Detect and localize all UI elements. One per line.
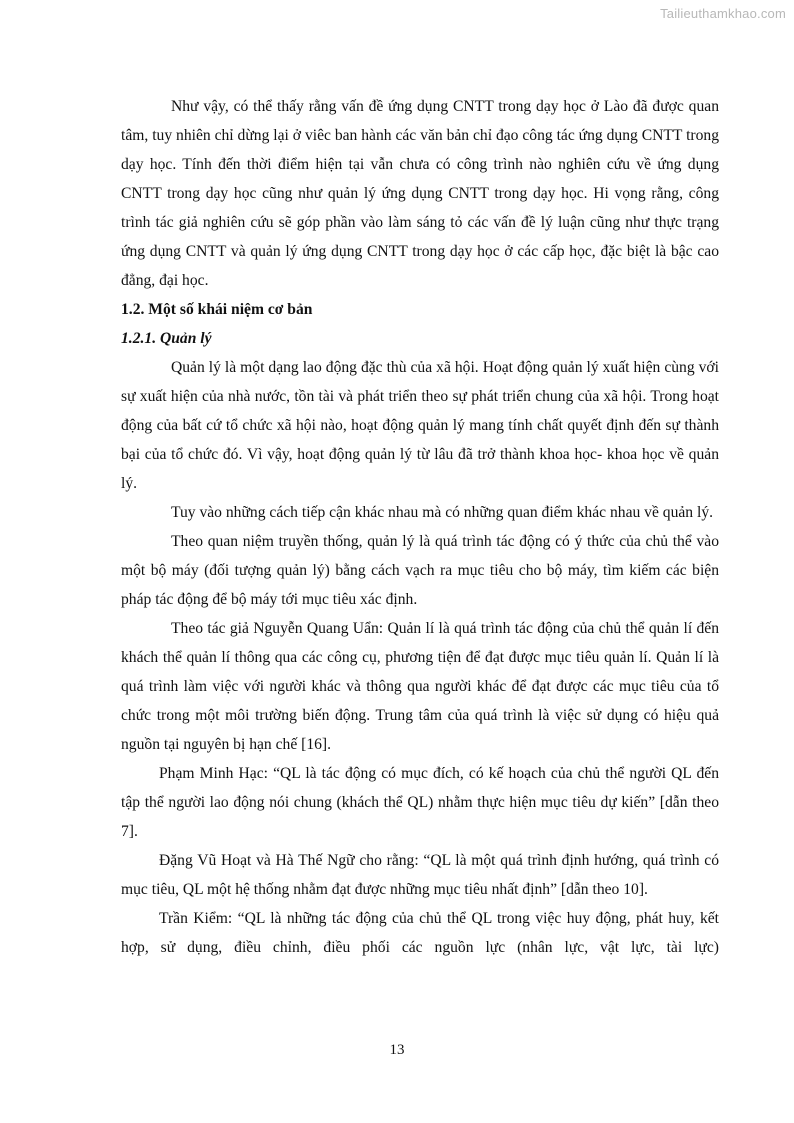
paragraph-approaches: Tuy vào những cách tiếp cận khác nhau mà có những quan điểm khác nhau về quản lý. [171,504,714,521]
page-number: 13 [389,1042,405,1058]
paragraph-nguyen-quang-uan: Theo tác giả Nguyễn Quang Uẩn: Quản lí là quá trình tác động của chủ thể quản lí đến khách thể quản lí thông qua các công cụ, phương tiện để đạt được mục tiêu quản lí. Quản lí là quá trình làm việc với người khác và thông qua người khác để đạt được các mục tiêu của tổ chức trong một môi trường biến động. Trung tâm của quá trình là việc sử dụng có hiệu quả nguồn tại nguyên bị hạn chế [16]. [121,620,719,753]
quote-dang-vu-hoat: Đặng Vũ Hoạt và Hà Thế Ngữ cho rằng: “QL là một quá trình định hướng, quá trình có mục tiêu, QL một hệ thống nhằm đạt được những mục tiêu nhất định” [dẫn theo 10]. [121,852,719,898]
quote-pham-minh-hac: Phạm Minh Hạc: “QL là tác động có mục đích, có kế hoạch của chủ thể người QL đến tập thể người lao động nói chung (khách thể QL) nhằm thực hiện mục tiêu dự kiến” [dẫn theo 7]. [121,765,719,840]
section-heading: 1.2. Một số khái niệm cơ bản [121,301,313,318]
paragraph-intro: Như vậy, có thể thấy rằng vấn đề ứng dụng CNTT trong dạy học ở Lào đã được quan tâm, tuy nhiên chỉ dừng lại ở viêc ban hành các văn bản chỉ đạo công tác ứng dụng CNTT trong dạy học. Tính đến thời điểm hiện tại vẫn chưa có công trình nào nghiên cứu về ứng dụng CNTT trong dạy học cũng như quản lý ứng dụng CNTT trong dạy học. Hi vọng rằng, công trình tác giả nghiên cứu sẽ góp phần vào làm sáng tỏ các vấn đề lý luận cũng như thực trạng ứng dụng CNTT và quản lý ứng dụng CNTT trong dạy học ở các cấp học, đặc biệt là bậc cao đẳng, đại học. [121,98,719,289]
subsection-heading: 1.2.1. Quản lý [121,330,212,347]
paragraph-definition: Quản lý là một dạng lao động đặc thù của xã hội. Hoạt động quản lý xuất hiện cùng với sự xuất hiện của nhà nước, tồn tài và phát triển theo sự phát triển chung của xã hội. Trong hoạt động của bất cứ tổ chức xã hội nào, hoạt động quản lý mang tính chất quyết định đến sự thành bại của tổ chức đó. Vì vậy, hoạt động quản lý từ lâu đã trở thành khoa học- khoa học về quản lý. [121,359,719,492]
quote-tran-kiem: Trần Kiểm: “QL là những tác động của chủ thể QL trong việc huy động, phát huy, kết hợp, sử dụng, điều chỉnh, điều phối các nguồn lực (nhân lực, vật lực, tài lực) [121,910,719,956]
page-body [121,92,719,962]
watermark-text: Tailieuthamkhao.com [660,6,786,21]
paragraph-traditional-view: Theo quan niệm truyền thống, quản lý là quá trình tác động có ý thức của chủ thể vào một bộ máy (đối tượng quản lý) bằng cách vạch ra mục tiêu cho bộ máy, tìm kiếm các biện pháp tác động để bộ máy tới mục tiêu xác định. [121,533,719,608]
